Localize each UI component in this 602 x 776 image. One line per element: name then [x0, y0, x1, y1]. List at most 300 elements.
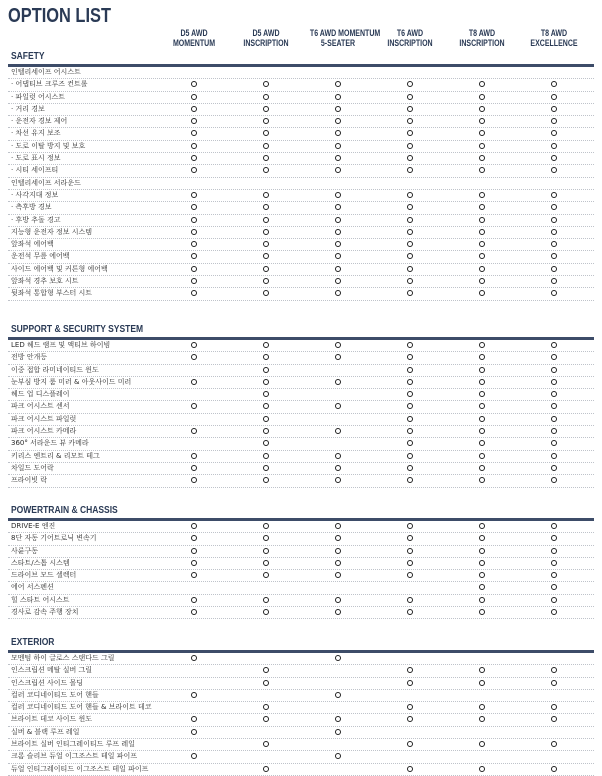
option-label: 인텔리세이프 서라운드	[11, 178, 81, 187]
option-row	[8, 582, 594, 594]
column-header-line: 5-SEATER	[320, 38, 356, 48]
standard-circle-icon	[551, 440, 557, 446]
standard-circle-icon	[263, 477, 269, 483]
standard-circle-icon	[551, 453, 557, 459]
option-row	[8, 739, 594, 751]
standard-circle-icon	[407, 167, 413, 173]
standard-circle-icon	[263, 192, 269, 198]
standard-circle-icon	[479, 572, 485, 578]
option-label: 크롬 슬리브 듀얼 이그조스트 테일 파이프	[11, 752, 138, 761]
standard-circle-icon	[479, 584, 485, 590]
standard-circle-icon	[407, 229, 413, 235]
section-powertrain-chassis	[8, 494, 594, 619]
standard-circle-icon	[407, 130, 413, 136]
standard-circle-icon	[479, 716, 485, 722]
standard-circle-icon	[335, 523, 341, 529]
option-row	[8, 438, 594, 450]
option-label: 인텔리세이프 어시스트	[11, 68, 81, 76]
option-label: 드라이브 모드 셀렉터	[11, 571, 77, 580]
option-row	[8, 190, 594, 202]
standard-circle-icon	[407, 266, 413, 272]
standard-circle-icon	[335, 729, 341, 735]
option-row	[8, 104, 594, 116]
section-support-security-system	[8, 313, 594, 488]
option-row	[8, 227, 594, 239]
standard-circle-icon	[407, 354, 413, 360]
option-row	[8, 352, 594, 364]
standard-circle-icon	[407, 609, 413, 615]
standard-circle-icon	[191, 548, 197, 554]
standard-circle-icon	[191, 118, 197, 124]
standard-circle-icon	[191, 241, 197, 247]
standard-circle-icon	[263, 379, 269, 385]
standard-circle-icon	[335, 597, 341, 603]
standard-circle-icon	[263, 342, 269, 348]
standard-circle-icon	[551, 278, 557, 284]
standard-circle-icon	[191, 192, 197, 198]
option-label: · 어댑티브 크루즈 컨트롤	[11, 80, 88, 89]
standard-circle-icon	[191, 572, 197, 578]
option-label: DRIVE-E 엔진	[11, 522, 56, 530]
section-title: SUPPORT & SECURITY SYSTEM	[11, 324, 144, 335]
option-label: 경사로 감속 주행 장치	[11, 608, 79, 617]
standard-circle-icon	[551, 609, 557, 615]
standard-circle-icon	[479, 290, 485, 296]
option-label: 앞좌석 에어백	[11, 240, 54, 249]
standard-circle-icon	[335, 143, 341, 149]
standard-circle-icon	[335, 217, 341, 223]
option-row	[8, 92, 594, 104]
standard-circle-icon	[335, 609, 341, 615]
standard-circle-icon	[479, 143, 485, 149]
standard-circle-icon	[263, 465, 269, 471]
standard-circle-icon	[335, 253, 341, 259]
standard-circle-icon	[335, 94, 341, 100]
option-row	[8, 521, 594, 533]
standard-circle-icon	[551, 118, 557, 124]
standard-circle-icon	[479, 535, 485, 541]
standard-circle-icon	[479, 266, 485, 272]
option-label: 차일드 도어락	[11, 463, 54, 472]
standard-circle-icon	[551, 704, 557, 710]
standard-circle-icon	[551, 597, 557, 603]
option-label: · 거리 경보	[11, 104, 45, 113]
standard-circle-icon	[551, 560, 557, 566]
option-label: 브라이트 데코 사이드 윈도	[11, 715, 93, 724]
standard-circle-icon	[479, 391, 485, 397]
option-row	[8, 239, 594, 251]
option-label: 앞좌석 경추 보호 시트	[11, 277, 79, 286]
standard-circle-icon	[263, 278, 269, 284]
standard-circle-icon	[551, 81, 557, 87]
standard-circle-icon	[407, 766, 413, 772]
standard-circle-icon	[263, 416, 269, 422]
standard-circle-icon	[407, 342, 413, 348]
standard-circle-icon	[407, 523, 413, 529]
standard-circle-icon	[263, 680, 269, 686]
option-row	[8, 153, 594, 165]
standard-circle-icon	[407, 278, 413, 284]
standard-circle-icon	[551, 241, 557, 247]
standard-circle-icon	[407, 428, 413, 434]
standard-circle-icon	[551, 766, 557, 772]
standard-circle-icon	[191, 403, 197, 409]
standard-circle-icon	[407, 367, 413, 373]
standard-circle-icon	[479, 278, 485, 284]
standard-circle-icon	[263, 572, 269, 578]
standard-circle-icon	[551, 130, 557, 136]
standard-circle-icon	[407, 535, 413, 541]
standard-circle-icon	[335, 155, 341, 161]
option-label: · 운전자 경보 제어	[11, 117, 68, 126]
standard-circle-icon	[479, 741, 485, 747]
column-header-line: T6 AWD MOMENTUM	[309, 28, 381, 38]
standard-circle-icon	[407, 477, 413, 483]
option-label: 8단 자동 기어트로닉 변속기	[11, 534, 97, 543]
option-row	[8, 570, 594, 582]
standard-circle-icon	[335, 204, 341, 210]
standard-circle-icon	[407, 81, 413, 87]
option-row	[8, 251, 594, 263]
option-row	[8, 463, 594, 475]
standard-circle-icon	[191, 655, 197, 661]
standard-circle-icon	[479, 253, 485, 259]
standard-circle-icon	[551, 741, 557, 747]
standard-circle-icon	[335, 453, 341, 459]
standard-circle-icon	[335, 192, 341, 198]
section-title: EXTERIOR	[11, 637, 55, 648]
standard-circle-icon	[407, 741, 413, 747]
standard-circle-icon	[263, 217, 269, 223]
standard-circle-icon	[551, 367, 557, 373]
column-header-line: D5 AWD	[252, 28, 280, 38]
standard-circle-icon	[263, 367, 269, 373]
standard-circle-icon	[263, 453, 269, 459]
standard-circle-icon	[263, 204, 269, 210]
standard-circle-icon	[479, 106, 485, 112]
column-header-line: T8 AWD	[468, 28, 496, 38]
standard-circle-icon	[479, 130, 485, 136]
standard-circle-icon	[479, 204, 485, 210]
standard-circle-icon	[335, 266, 341, 272]
standard-circle-icon	[551, 572, 557, 578]
column-header-line: D5 AWD	[180, 28, 208, 38]
standard-circle-icon	[479, 453, 485, 459]
standard-circle-icon	[191, 477, 197, 483]
option-row	[8, 678, 594, 690]
option-label: 키리스 엔트리 & 리모트 테그	[11, 451, 100, 460]
standard-circle-icon	[191, 106, 197, 112]
standard-circle-icon	[407, 704, 413, 710]
standard-circle-icon	[191, 753, 197, 759]
option-row	[8, 690, 594, 702]
option-row	[8, 653, 594, 665]
standard-circle-icon	[263, 667, 269, 673]
option-row	[8, 141, 594, 153]
section-header	[8, 626, 594, 650]
standard-circle-icon	[191, 560, 197, 566]
column-header-line: INSCRIPTION	[243, 38, 289, 48]
option-row	[8, 764, 594, 776]
standard-circle-icon	[191, 94, 197, 100]
column-header-line: INSCRIPTION	[459, 38, 505, 48]
standard-circle-icon	[335, 81, 341, 87]
standard-circle-icon	[263, 523, 269, 529]
option-row	[8, 215, 594, 227]
option-row	[8, 340, 594, 352]
standard-circle-icon	[263, 548, 269, 554]
standard-circle-icon	[191, 609, 197, 615]
standard-circle-icon	[335, 753, 341, 759]
standard-circle-icon	[191, 130, 197, 136]
option-row	[8, 751, 594, 763]
standard-circle-icon	[263, 155, 269, 161]
standard-circle-icon	[191, 217, 197, 223]
standard-circle-icon	[407, 241, 413, 247]
standard-circle-icon	[263, 560, 269, 566]
standard-circle-icon	[191, 354, 197, 360]
standard-circle-icon	[479, 548, 485, 554]
standard-circle-icon	[551, 465, 557, 471]
standard-circle-icon	[335, 535, 341, 541]
standard-circle-icon	[191, 535, 197, 541]
standard-circle-icon	[407, 204, 413, 210]
standard-circle-icon	[335, 716, 341, 722]
standard-circle-icon	[263, 428, 269, 434]
option-row	[8, 607, 594, 619]
standard-circle-icon	[191, 342, 197, 348]
standard-circle-icon	[191, 465, 197, 471]
standard-circle-icon	[479, 217, 485, 223]
option-label: 사륜구동	[11, 546, 39, 555]
standard-circle-icon	[479, 440, 485, 446]
standard-circle-icon	[407, 379, 413, 385]
standard-circle-icon	[551, 523, 557, 529]
standard-circle-icon	[479, 403, 485, 409]
section-safety	[8, 40, 594, 301]
option-row	[8, 288, 594, 300]
standard-circle-icon	[191, 167, 197, 173]
standard-circle-icon	[335, 106, 341, 112]
standard-circle-icon	[191, 692, 197, 698]
standard-circle-icon	[191, 716, 197, 722]
standard-circle-icon	[479, 560, 485, 566]
standard-circle-icon	[551, 535, 557, 541]
option-label: 브라이트 실버 인티그레이티드 루프 레일	[11, 740, 135, 749]
option-row	[8, 702, 594, 714]
standard-circle-icon	[479, 704, 485, 710]
standard-circle-icon	[551, 354, 557, 360]
column-header-line: MOMENTUM	[172, 38, 216, 48]
option-label: 뒷좌석 통합형 부스터 시트	[11, 289, 93, 298]
standard-circle-icon	[479, 155, 485, 161]
option-label: 전방 안개등	[11, 353, 48, 362]
standard-circle-icon	[407, 597, 413, 603]
standard-circle-icon	[335, 241, 341, 247]
option-label: 인스크립션 메탈 실버 그릴	[11, 666, 93, 675]
option-row	[8, 67, 594, 79]
standard-circle-icon	[263, 229, 269, 235]
standard-circle-icon	[191, 428, 197, 434]
section-title: SAFETY	[11, 51, 45, 62]
standard-circle-icon	[551, 94, 557, 100]
option-row	[8, 264, 594, 276]
standard-circle-icon	[335, 354, 341, 360]
standard-circle-icon	[335, 379, 341, 385]
option-row	[8, 426, 594, 438]
option-label: · 시티 세이프티	[11, 166, 59, 175]
standard-circle-icon	[551, 667, 557, 673]
option-row	[8, 533, 594, 545]
column-header-line: T6 AWD	[396, 28, 424, 38]
standard-circle-icon	[551, 204, 557, 210]
standard-circle-icon	[479, 229, 485, 235]
standard-circle-icon	[191, 290, 197, 296]
option-label: 모멘텀 하이 글로스 스탠다드 그릴	[11, 654, 115, 662]
option-row	[8, 128, 594, 140]
standard-circle-icon	[407, 548, 413, 554]
standard-circle-icon	[407, 453, 413, 459]
standard-circle-icon	[263, 266, 269, 272]
standard-circle-icon	[335, 428, 341, 434]
standard-circle-icon	[479, 167, 485, 173]
standard-circle-icon	[407, 440, 413, 446]
standard-circle-icon	[479, 192, 485, 198]
section-header	[8, 40, 594, 64]
standard-circle-icon	[551, 290, 557, 296]
standard-circle-icon	[407, 143, 413, 149]
column-header-line: INSCRIPTION	[387, 38, 433, 48]
standard-circle-icon	[263, 741, 269, 747]
option-row	[8, 546, 594, 558]
section-header	[8, 313, 594, 337]
standard-circle-icon	[551, 584, 557, 590]
standard-circle-icon	[407, 290, 413, 296]
standard-circle-icon	[335, 290, 341, 296]
standard-circle-icon	[479, 379, 485, 385]
standard-circle-icon	[263, 143, 269, 149]
option-row	[8, 165, 594, 177]
standard-circle-icon	[191, 155, 197, 161]
standard-circle-icon	[551, 379, 557, 385]
standard-circle-icon	[263, 118, 269, 124]
standard-circle-icon	[551, 680, 557, 686]
standard-circle-icon	[335, 572, 341, 578]
standard-circle-icon	[191, 278, 197, 284]
standard-circle-icon	[263, 597, 269, 603]
option-row	[8, 714, 594, 726]
standard-circle-icon	[407, 106, 413, 112]
standard-circle-icon	[335, 548, 341, 554]
option-row	[8, 365, 594, 377]
option-label: 헤드 업 디스플레이	[11, 390, 70, 399]
standard-circle-icon	[263, 535, 269, 541]
standard-circle-icon	[407, 253, 413, 259]
standard-circle-icon	[551, 391, 557, 397]
option-label: 파크 어시스트 센서	[11, 402, 70, 411]
option-row	[8, 595, 594, 607]
standard-circle-icon	[407, 416, 413, 422]
standard-circle-icon	[263, 167, 269, 173]
standard-circle-icon	[263, 241, 269, 247]
standard-circle-icon	[551, 428, 557, 434]
standard-circle-icon	[191, 266, 197, 272]
option-label: 사이드 에어백 및 커튼형 에어백	[11, 264, 108, 273]
option-label: 파크 어시스트 카메라	[11, 427, 77, 436]
option-label: 인스크립션 사이드 몰딩	[11, 678, 84, 687]
option-row	[8, 202, 594, 214]
standard-circle-icon	[191, 81, 197, 87]
standard-circle-icon	[407, 403, 413, 409]
standard-circle-icon	[263, 130, 269, 136]
standard-circle-icon	[479, 766, 485, 772]
standard-circle-icon	[263, 354, 269, 360]
standard-circle-icon	[479, 81, 485, 87]
standard-circle-icon	[551, 217, 557, 223]
standard-circle-icon	[335, 130, 341, 136]
standard-circle-icon	[479, 118, 485, 124]
standard-circle-icon	[263, 106, 269, 112]
option-label: 스타트/스톱 시스템	[11, 558, 70, 567]
standard-circle-icon	[191, 204, 197, 210]
standard-circle-icon	[479, 416, 485, 422]
standard-circle-icon	[335, 278, 341, 284]
standard-circle-icon	[479, 354, 485, 360]
standard-circle-icon	[407, 465, 413, 471]
option-label: 에어 서스펜션	[11, 583, 54, 592]
option-row	[8, 377, 594, 389]
standard-circle-icon	[551, 155, 557, 161]
option-label: 컬러 코디네이티드 도어 핸들 & 브라이트 데코	[11, 703, 152, 712]
standard-circle-icon	[263, 391, 269, 397]
standard-circle-icon	[335, 229, 341, 235]
standard-circle-icon	[407, 217, 413, 223]
standard-circle-icon	[407, 94, 413, 100]
option-label: 360° 서라운드 뷰 카메라	[11, 439, 89, 448]
standard-circle-icon	[551, 477, 557, 483]
standard-circle-icon	[263, 704, 269, 710]
standard-circle-icon	[551, 416, 557, 422]
standard-circle-icon	[335, 342, 341, 348]
option-row	[8, 727, 594, 739]
standard-circle-icon	[335, 477, 341, 483]
standard-circle-icon	[263, 609, 269, 615]
option-label: 파크 어시스트 파일럿	[11, 414, 77, 423]
standard-circle-icon	[479, 241, 485, 247]
standard-circle-icon	[407, 155, 413, 161]
option-label: 눈부심 방지 룸 미러 & 아웃사이드 미러	[11, 377, 132, 386]
standard-circle-icon	[479, 609, 485, 615]
standard-circle-icon	[407, 572, 413, 578]
standard-circle-icon	[407, 667, 413, 673]
standard-circle-icon	[335, 167, 341, 173]
standard-circle-icon	[191, 453, 197, 459]
standard-circle-icon	[407, 680, 413, 686]
standard-circle-icon	[551, 548, 557, 554]
standard-circle-icon	[551, 106, 557, 112]
option-label: 지능형 운전자 정보 시스템	[11, 227, 93, 236]
section-title: POWERTRAIN & CHASSIS	[11, 505, 118, 516]
option-label: · 도로 이탈 방지 및 보호	[11, 141, 86, 150]
option-row	[8, 475, 594, 487]
standard-circle-icon	[191, 143, 197, 149]
option-label: 듀얼 인티그레이티드 이그조스트 테일 파이프	[11, 764, 149, 773]
standard-circle-icon	[479, 465, 485, 471]
standard-circle-icon	[263, 94, 269, 100]
standard-circle-icon	[551, 167, 557, 173]
standard-circle-icon	[479, 667, 485, 673]
standard-circle-icon	[263, 716, 269, 722]
